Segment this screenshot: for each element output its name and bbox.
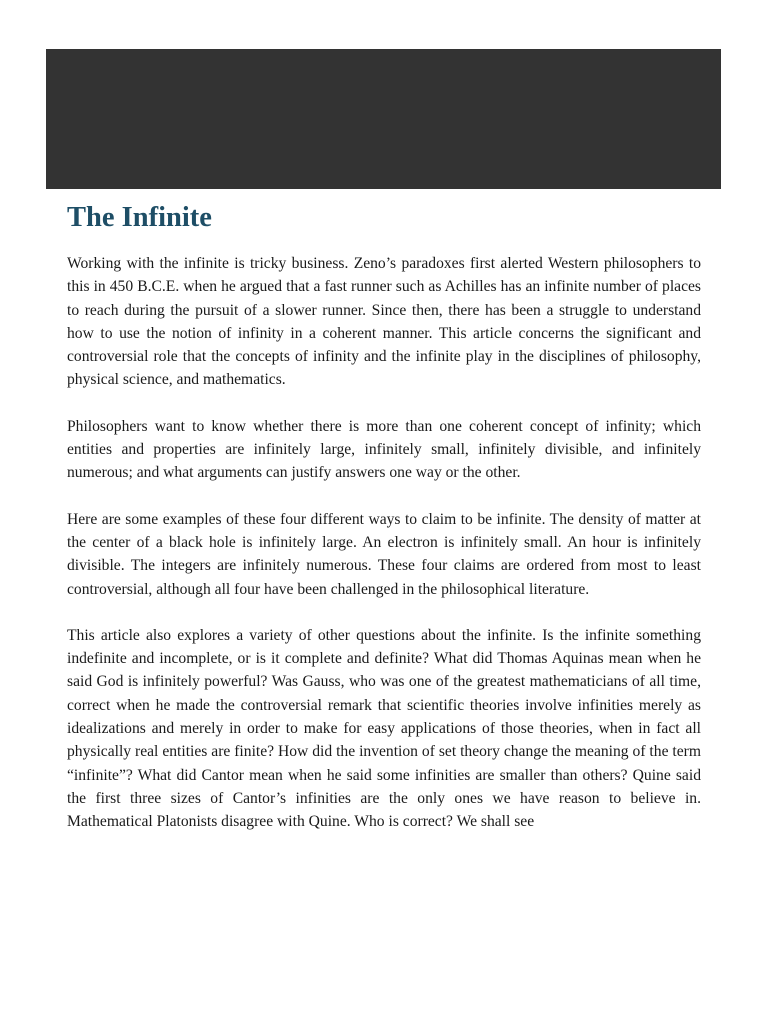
article-title: The Infinite xyxy=(67,202,212,233)
paragraph-examples: Here are some examples of these four different ways to claim to be infinite. The density of matter at the center of a black hole is infinitely large. An electron is infinitely small. An hour is infinitely divisible. The integers are infinitely numerous. These four claims are ordered from most to least controversial, although all four have been challenged in the philosophical literature. xyxy=(67,510,701,598)
paragraph-philosophers: Philosophers want to know whether there is more than one coherent concept of infinity; which entities and properties are infinitely large, infinitely small, infinitely divisible, and infinitely numerous; and what arguments can justify answers one way or the other. xyxy=(67,417,701,482)
paragraph-intro: Working with the infinite is tricky business. Zeno’s paradoxes first alerted Western philosophers to this in 450 B.C.E. when he argued that a fast runner such as Achilles has an infinite number of places to reach during the pursuit of a slower runner. Since then, there has been a struggle to understand how to use the notion of infinity in a coherent manner. This article concerns the significant and controversial role that the concepts of infinity and the infinite play in the disciplines of philosophy, physical science, and mathematics. xyxy=(67,255,701,389)
header-banner xyxy=(46,49,721,189)
paragraph-questions: This article also explores a variety of other questions about the infinite. Is the infinite something indefinite and incomplete, or is it complete and definite? What did Thomas Aquinas mean when he said God is infinitely powerful? Was Gauss, who was one of the greatest mathematicians of all time, correct when he made the controversial remark that scientific theories involve infinities merely as idealizations and merely in order to make for easy applications of those theories, when in fact all physically real entities are finite? How did the invention of set theory change the meaning of the term “infinite”? What did Cantor mean when he said some infinities are smaller than others? Quine said the first three sizes of Cantor’s infinities are the only ones we have reason to believe in. Mathematical Platonists disagree with Quine. Who is correct? We shall see xyxy=(67,626,701,831)
article xyxy=(67,200,701,857)
